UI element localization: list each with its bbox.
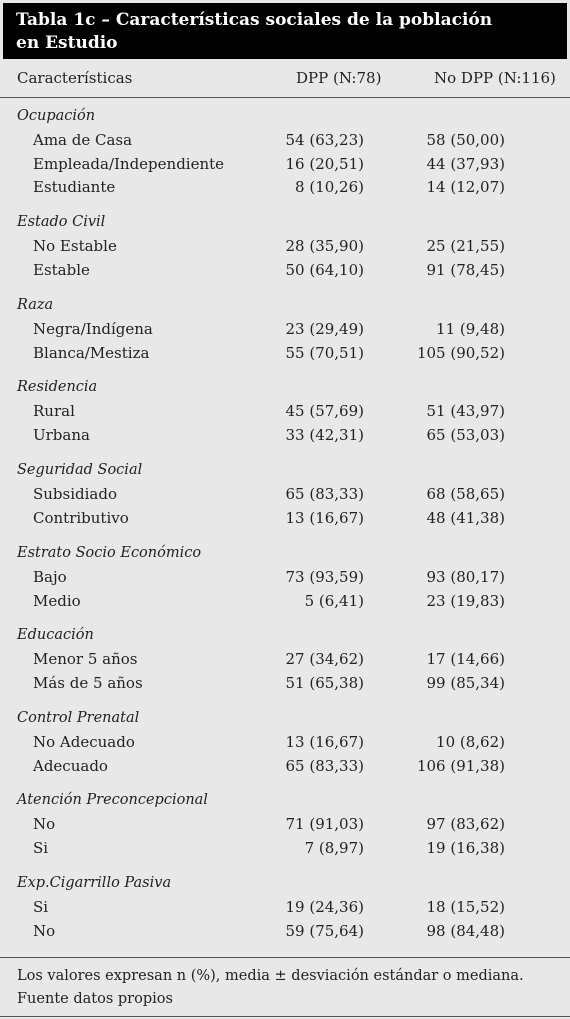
cell-dpp-value: 65 (83,33) [285,756,364,775]
group-title: Raza [17,297,54,313]
cell-no-dpp-value: 58 (50,00) [426,131,505,149]
table-title-line-2: en Estudio [16,33,118,53]
row-label: Urbana [33,425,90,444]
cell-no-dpp-value: 65 (53,03) [426,425,505,444]
cell-dpp-value: 13 (16,67) [285,733,364,751]
cell-no-dpp-value: 44 (37,93) [426,154,505,173]
cell-dpp-value: 54 (63,23) [285,131,364,149]
group-title: Exp.Cigarrillo Pasiva [17,875,172,891]
row-label: Rural [33,402,75,420]
cell-no-dpp-value: 98 (84,48) [426,921,505,940]
cell-dpp-value: 7 (8,97) [304,838,364,857]
cell-dpp-value: 16 (20,51) [285,154,364,173]
group-title: Estado Civil [17,214,106,230]
cell-dpp-value: 73 (93,59) [285,568,364,586]
row-label: No [33,815,56,833]
footnote-line-2: Fuente datos propios [17,991,173,1007]
row-label: Menor 5 años [33,650,138,668]
cell-no-dpp-value: 93 (80,17) [426,568,505,586]
group-title: Ocupación [17,108,96,124]
group-title: Estrato Socio Económico [17,545,202,561]
group-title: Educación [17,627,94,643]
footer-divider [0,957,570,958]
cell-no-dpp-value: 25 (21,55) [426,237,505,255]
cell-dpp-value: 19 (24,36) [285,898,364,916]
cell-dpp-value: 8 (10,26) [295,178,364,197]
cell-dpp-value: 71 (91,03) [285,815,364,833]
cell-no-dpp-value: 17 (14,66) [426,650,505,668]
cell-dpp-value: 13 (16,67) [285,508,364,527]
cell-dpp-value: 5 (6,41) [304,591,364,610]
row-label: Blanca/Mestiza [33,343,150,362]
cell-no-dpp-value: 23 (19,83) [426,591,505,610]
cell-dpp-value: 28 (35,90) [285,237,364,255]
cell-no-dpp-value: 11 (9,48) [436,320,505,338]
row-label: Empleada/Independiente [33,154,225,173]
cell-no-dpp-value: 68 (58,65) [426,485,505,503]
cell-no-dpp-value: 99 (85,34) [426,673,505,692]
row-label: Si [33,898,49,916]
cell-no-dpp-value: 10 (8,62) [436,733,505,751]
cell-dpp-value: 55 (70,51) [285,343,364,362]
cell-no-dpp-value: 51 (43,97) [426,402,505,420]
column-header-characteristics: Características [17,69,133,87]
row-label: No Adecuado [33,733,135,751]
table-title-line-1: Tabla 1c – Características sociales de la población [16,10,493,30]
group-title: Control Prenatal [17,710,140,726]
row-label: Estudiante [33,178,116,197]
row-label: No [33,921,56,940]
cell-no-dpp-value: 91 (78,45) [426,260,505,279]
row-label: Medio [33,591,81,610]
cell-dpp-value: 33 (42,31) [285,425,364,444]
cell-no-dpp-value: 105 (90,52) [416,343,505,362]
row-label: Si [33,838,49,857]
group-title: Atención Preconcepcional [17,792,208,808]
cell-dpp-value: 27 (34,62) [285,650,364,668]
cell-no-dpp-value: 48 (41,38) [426,508,505,527]
row-label: Negra/Indígena [33,320,153,338]
table-title [3,3,567,59]
cell-dpp-value: 45 (57,69) [285,402,364,420]
row-label: No Estable [33,237,117,255]
row-label: Ama de Casa [33,131,133,149]
table-footnote [17,965,524,1011]
cell-dpp-value: 59 (75,64) [285,921,364,940]
cell-no-dpp-value: 106 (91,38) [416,756,505,775]
group-title: Seguridad Social [17,462,143,478]
cell-dpp-value: 23 (29,49) [285,320,364,338]
cell-no-dpp-value: 18 (15,52) [426,898,505,916]
footnote-line-1: Los valores expresan n (%), media ± desviación estándar o mediana. [17,968,524,984]
cell-no-dpp-value: 14 (12,07) [426,178,505,197]
row-label: Contributivo [33,508,129,527]
row-label: Estable [33,260,90,279]
row-label: Subsidiado [33,485,118,503]
row-label: Más de 5 años [33,673,143,692]
row-label: Adecuado [33,756,108,775]
cell-no-dpp-value: 97 (83,62) [426,815,505,833]
bottom-divider [0,1016,570,1017]
cell-dpp-value: 50 (64,10) [285,260,364,279]
column-header-no-dpp: No DPP (N:116) [434,69,556,87]
cell-no-dpp-value: 19 (16,38) [426,838,505,857]
table-header-row [0,59,570,98]
row-label: Bajo [33,568,67,586]
column-header-dpp: DPP (N:78) [296,69,382,87]
cell-dpp-value: 51 (65,38) [285,673,364,692]
group-title: Residencia [17,379,98,395]
cell-dpp-value: 65 (83,33) [285,485,364,503]
